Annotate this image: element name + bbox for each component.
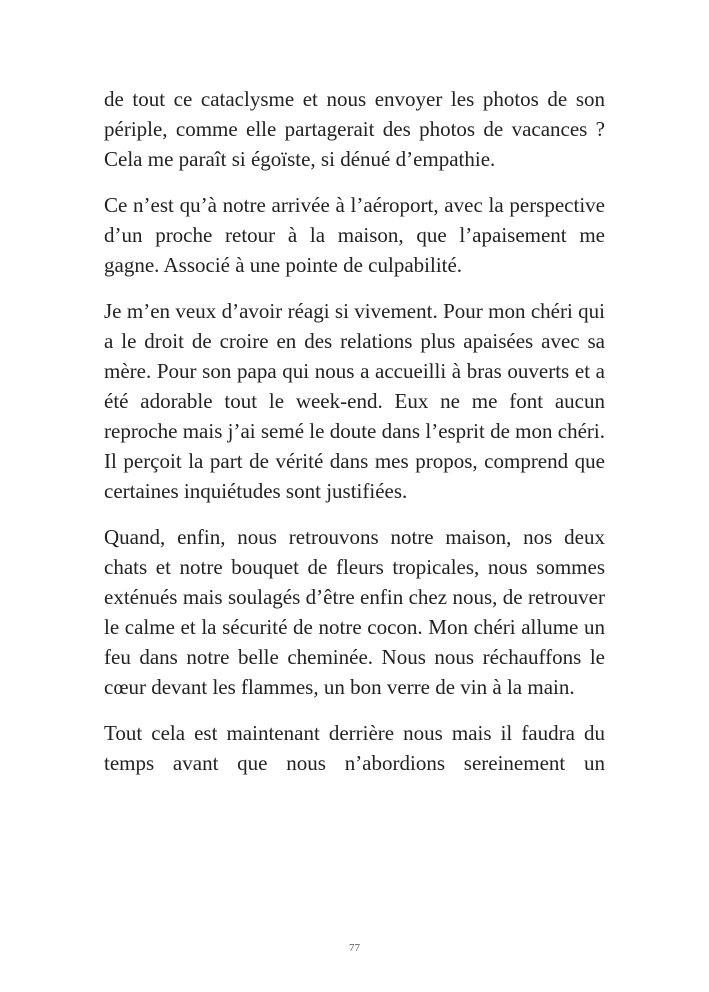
paragraph-5: Tout cela est maintenant derrière nous mais il faudra du temps avant que nous n’abordions sereinement un bbox=[104, 721, 605, 775]
page-number: 77 bbox=[349, 942, 360, 954]
body-text bbox=[104, 84, 605, 794]
paragraph-1: de tout ce cataclysme et nous envoyer les photos de son périple, comme elle partagerait des photos de vacances ? Cela me paraît si égoïste, si dénué d’empathie. bbox=[104, 87, 605, 171]
paragraph-2: Ce n’est qu’à notre arrivée à l’aéroport, avec la perspective d’un proche retour à la maison, que l’apaisement me gagne. Associé à une pointe de culpabilité. bbox=[104, 193, 605, 277]
paragraph-3: Je m’en veux d’avoir réagi si vivement. Pour mon chéri qui a le droit de croire en des relations plus apaisées avec sa mère. Pour son papa qui nous a accueilli à bras ouverts et a été adorable tout le week-end. Eux ne me font aucun reproche mais j’ai semé le doute dans l’esprit de mon chéri. Il perçoit la part de vérité dans mes propos, comprend que certaines inquiétudes sont justifiées. bbox=[104, 299, 605, 503]
paragraph-4: Quand, enfin, nous retrouvons notre maison, nos deux chats et notre bouquet de fleurs tropicales, nous sommes exténués mais soulagés d’être enfin chez nous, de retrouver le calme et la sécurité de notre cocon. Mon chéri allume un feu dans notre belle cheminée. Nous nous réchauffons le cœur devant les flammes, un bon verre de vin à la main. bbox=[104, 525, 605, 699]
